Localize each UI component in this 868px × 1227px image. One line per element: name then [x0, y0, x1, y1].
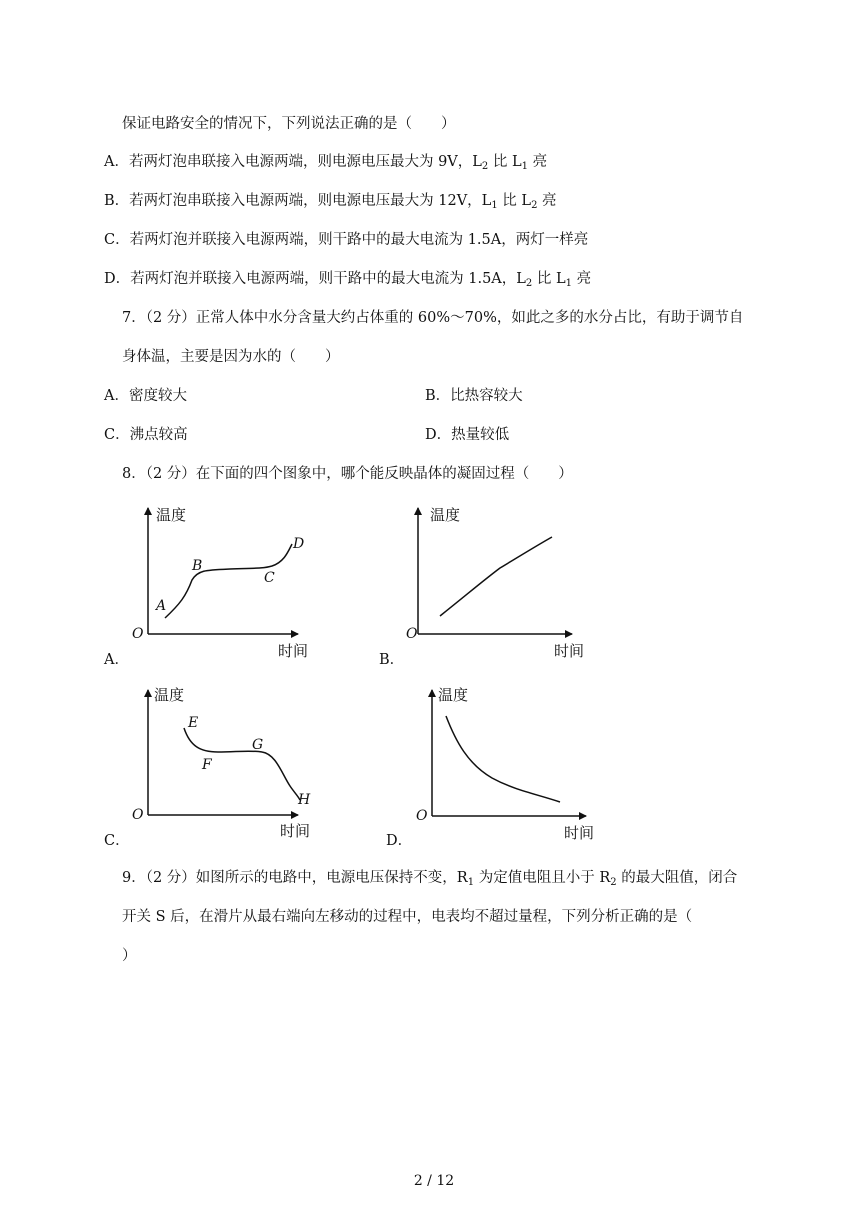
x-axis-label: 时间	[554, 642, 585, 660]
x-axis-label: 时间	[280, 822, 311, 840]
point-g-label: G	[252, 737, 264, 753]
x-axis-label: 时间	[278, 642, 309, 660]
x-axis-label: 时间	[564, 824, 595, 842]
point-e-label: E	[188, 715, 199, 731]
graph-b	[390, 500, 590, 669]
q8-stem: 8．（2 分）在下面的四个图象中，哪个能反映晶体的凝固过程（ ）	[122, 466, 573, 482]
point-c-label: C	[264, 570, 275, 586]
q9-stem-line2: 开关 S 后，在滑片从最右端向左移动的过程中，电表均不超过量程，下列分析正确的是（	[122, 909, 693, 925]
point-h-label: H	[298, 792, 311, 808]
q7-stem-line1: 7．（2 分）正常人体中水分含量大约占体重的 60%～70%，如此之多的水分占比，有助于调节自	[122, 310, 744, 326]
q7-stem-line2: 身体温，主要是因为水的（ ）	[122, 349, 340, 365]
q9-stem-line1: 9．（2 分）如图所示的电路中，电源电压保持不变，$R_1$ 为定值电阻且小于 $R_2$ 的最大阻值，闭合	[122, 870, 738, 888]
curve	[446, 716, 560, 802]
origin-label: O	[416, 808, 428, 824]
origin-label: O	[132, 807, 144, 823]
graph-a	[120, 500, 320, 669]
graph-d	[404, 682, 604, 851]
graph-a-letter: A．	[104, 652, 129, 668]
curve	[440, 537, 552, 616]
q7-option-b: B．比热容较大	[425, 388, 523, 404]
graph-b-letter: B．	[379, 652, 405, 668]
graph-d-letter: D．	[386, 833, 413, 849]
y-axis-label: 温度	[430, 506, 461, 524]
q7-option-c: C．沸点较高	[104, 427, 188, 443]
graph-c	[120, 682, 320, 851]
q7-option-a: A．密度较大	[104, 388, 187, 404]
page-number: 2 / 12	[413, 1173, 455, 1189]
origin-label: O	[132, 626, 144, 642]
q7-option-d: D．热量较低	[425, 427, 510, 443]
q6-option-c: C．若两灯泡并联接入电源两端，则干路中的最大电流为 1.5A，两灯一样亮	[104, 232, 589, 248]
point-a-label: A	[156, 598, 167, 614]
q6-option-a: A．若两灯泡串联接入电源两端，则电源电压最大为 9V，$L_2$ 比 $L_1$ 亮	[104, 154, 548, 172]
q6-option-b: B．若两灯泡串联接入电源两端，则电源电压最大为 12V，$L_1$ 比 $L_2$ 亮	[104, 193, 557, 211]
point-f-label: F	[202, 757, 212, 773]
q9-stem-line3: ）	[122, 948, 137, 964]
point-d-label: D	[293, 536, 305, 552]
y-axis-label: 温度	[154, 686, 185, 704]
y-axis-label: 温度	[156, 506, 187, 524]
q6-stem: 保证电路安全的情况下，下列说法正确的是（ ）	[122, 116, 456, 132]
point-b-label: B	[192, 558, 203, 574]
y-axis-label: 温度	[438, 686, 469, 704]
graph-c-letter: C．	[104, 833, 130, 849]
origin-label: O	[406, 626, 418, 642]
q6-option-d: D．若两灯泡并联接入电源两端，则干路中的最大电流为 1.5A，$L_2$ 比 $L_1$ 亮	[104, 271, 592, 289]
